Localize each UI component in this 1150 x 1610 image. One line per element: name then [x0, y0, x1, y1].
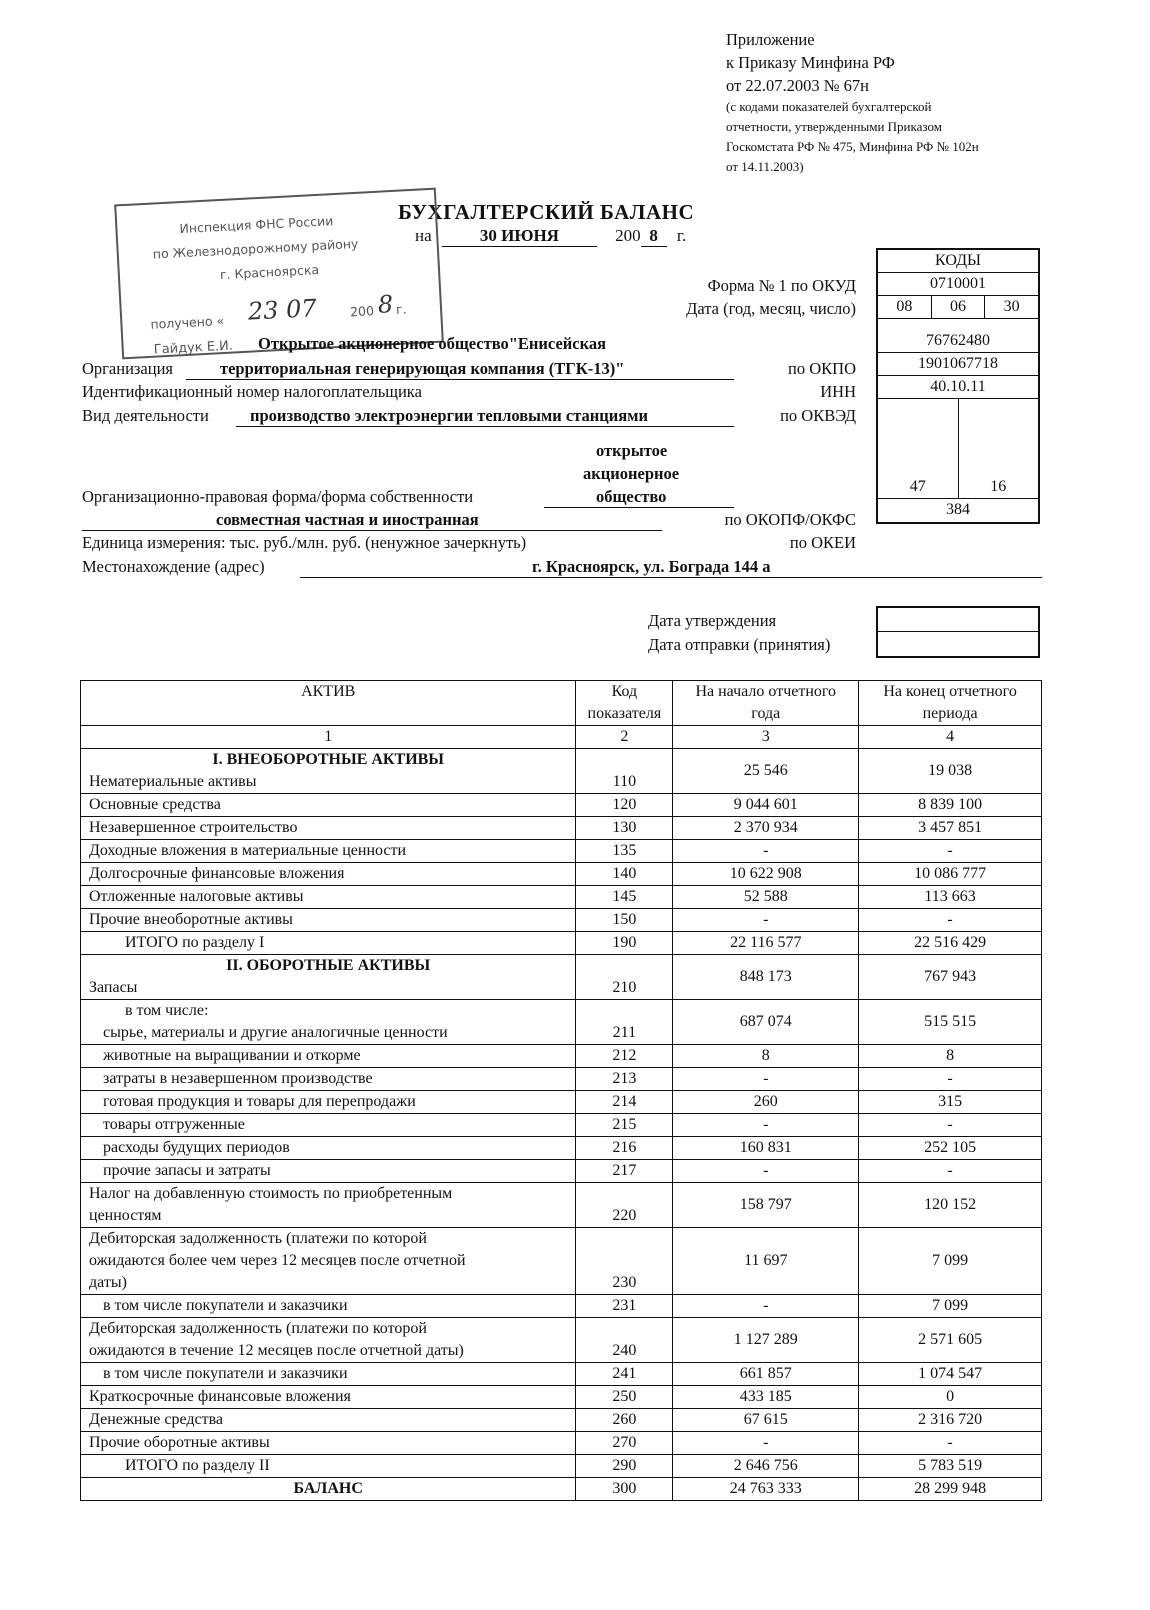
row-start: 67 615	[673, 1409, 859, 1432]
col-num: 2	[576, 726, 673, 749]
date-code-month: 06	[932, 296, 986, 318]
row-code: 145	[576, 886, 673, 909]
column-number-row	[81, 726, 1042, 749]
row-end: 1 074 547	[859, 1363, 1042, 1386]
activity-label: Вид деятельности	[82, 406, 209, 425]
row-label: ценностям	[89, 1207, 162, 1224]
row-code: 110	[576, 749, 673, 794]
okopf-code: 47	[878, 399, 959, 498]
row-code: 217	[576, 1160, 673, 1183]
table-row	[81, 794, 1042, 817]
row-end: 767 943	[859, 955, 1042, 1000]
row-end: 7 099	[859, 1295, 1042, 1318]
row-start: 11 697	[673, 1228, 859, 1295]
row-end: -	[859, 1068, 1042, 1091]
stamp-received-label: получено «	[150, 312, 225, 332]
row-code: 210	[576, 955, 673, 1000]
table-row	[81, 1114, 1042, 1137]
table-row	[81, 1228, 1042, 1295]
row-label: даты)	[89, 1274, 127, 1291]
table-row	[81, 1091, 1042, 1114]
row-code: 120	[576, 794, 673, 817]
stamp-line: Инспекция ФНС России	[179, 213, 334, 237]
row-code: 140	[576, 863, 673, 886]
table-row-total	[81, 1455, 1042, 1478]
org-name-line1: Открытое акционерное общество"Енисейская	[258, 334, 607, 353]
codes-header: КОДЫ	[878, 250, 1038, 273]
legal-form-label: Организационно-правовая форма/форма собственности	[82, 487, 474, 506]
row-start: 2 370 934	[673, 817, 859, 840]
table-row	[81, 1000, 1042, 1045]
activity-value: производство электроэнергии тепловыми станциями	[236, 406, 734, 427]
table-header-row	[81, 681, 1042, 726]
stamp-received-year: 200	[349, 303, 375, 320]
row-name: животные на выращивании и откорме	[81, 1045, 576, 1068]
approval-date-cell	[878, 608, 1038, 632]
stamp-received-year-digit: 8	[377, 290, 394, 319]
date-year-prefix: 200	[615, 226, 641, 245]
date-label: Дата (год, месяц, число)	[686, 299, 856, 318]
row-code: 214	[576, 1091, 673, 1114]
row-code: 290	[576, 1455, 673, 1478]
table-row	[81, 840, 1042, 863]
date-prefix: на	[415, 226, 432, 245]
appendix-note	[726, 28, 979, 177]
row-start: -	[673, 840, 859, 863]
row-end: 7 099	[859, 1228, 1042, 1295]
row-name: Отложенные налоговые активы	[81, 886, 576, 909]
row-name: Долгосрочные финансовые вложения	[81, 863, 576, 886]
row-name: прочие запасы и затраты	[81, 1160, 576, 1183]
okved-code: 40.10.11	[878, 376, 1038, 399]
row-name: Прочие оборотные активы	[81, 1432, 576, 1455]
stamp-signature: Гайдук Е.И.	[153, 338, 234, 358]
row-code: 230	[576, 1228, 673, 1295]
row-code: 130	[576, 817, 673, 840]
row-start: 661 857	[673, 1363, 859, 1386]
row-end: 19 038	[859, 749, 1042, 794]
row-label: сырье, материалы и другие аналогичные ценности	[103, 1024, 448, 1041]
row-start: 8	[673, 1045, 859, 1068]
date-day-month: 30 ИЮНЯ	[442, 226, 597, 247]
row-code: 212	[576, 1045, 673, 1068]
okpo-label: по ОКПО	[788, 359, 856, 378]
row-start: 433 185	[673, 1386, 859, 1409]
okei-label: по ОКЕИ	[789, 533, 856, 552]
row-label-pre: Дебиторская задолженность (платежи по которой	[89, 1230, 427, 1247]
row-start: 848 173	[673, 955, 859, 1000]
section-heading: I. ВНЕОБОРОТНЫЕ АКТИВЫ	[212, 751, 445, 768]
header-end: На конец отчетного периода	[859, 681, 1042, 726]
table-row	[81, 1183, 1042, 1228]
row-label: Нематериальные активы	[89, 773, 257, 790]
okpo-code: 76762480	[878, 319, 1038, 353]
org-name-line2: территориальная генерирующая компания (ТГК-13)"	[186, 359, 734, 380]
row-code: 215	[576, 1114, 673, 1137]
balance-table	[80, 680, 1042, 1501]
row-end: 113 663	[859, 886, 1042, 909]
row-name: Доходные вложения в материальные ценности	[81, 840, 576, 863]
row-start: 2 646 756	[673, 1455, 859, 1478]
row-code: 190	[576, 932, 673, 955]
row-name	[81, 1183, 576, 1228]
okved-label: по ОКВЭД	[780, 406, 856, 425]
stamp-received-date: 23 07	[247, 294, 318, 326]
appendix-line: к Приказу Минфина РФ	[726, 53, 895, 72]
table-row	[81, 909, 1042, 932]
row-start: 10 622 908	[673, 863, 859, 886]
table-row	[81, 1318, 1042, 1363]
row-start: 260	[673, 1091, 859, 1114]
row-start: 160 831	[673, 1137, 859, 1160]
row-end: 2 571 605	[859, 1318, 1042, 1363]
okfs-code: 16	[990, 478, 1007, 495]
row-code: 220	[576, 1183, 673, 1228]
appendix-line: от 22.07.2003 № 67н	[726, 76, 869, 95]
row-start: 158 797	[673, 1183, 859, 1228]
row-start: -	[673, 1068, 859, 1091]
col-num: 3	[673, 726, 859, 749]
row-name: в том числе покупатели и заказчики	[81, 1363, 576, 1386]
table-row	[81, 1409, 1042, 1432]
row-name: готовая продукция и товары для перепродажи	[81, 1091, 576, 1114]
legal-form-line2: акционерное	[583, 464, 680, 483]
address-label: Местонахождение (адрес)	[82, 557, 265, 576]
table-row	[81, 886, 1042, 909]
row-start: 24 763 333	[673, 1478, 859, 1501]
row-end: 28 299 948	[859, 1478, 1042, 1501]
header-asset: АКТИВ	[81, 681, 576, 726]
form-okud-label: Форма № 1 по ОКУД	[707, 276, 856, 295]
row-end: 2 316 720	[859, 1409, 1042, 1432]
row-end: 22 516 429	[859, 932, 1042, 955]
document-title: БУХГАЛТЕРСКИЙ БАЛАНС	[398, 200, 695, 224]
address-value: г. Красноярск, ул. Бограда 144 а	[300, 557, 1042, 578]
row-start: -	[673, 1114, 859, 1137]
row-name: Денежные средства	[81, 1409, 576, 1432]
row-name	[81, 955, 576, 1000]
section-heading: II. ОБОРОТНЫЕ АКТИВЫ	[226, 957, 431, 974]
row-name: затраты в незавершенном производстве	[81, 1068, 576, 1091]
ownership-value: совместная частная и иностранная	[82, 510, 662, 531]
row-name: расходы будущих периодов	[81, 1137, 576, 1160]
row-name: Краткосрочные финансовые вложения	[81, 1386, 576, 1409]
row-code: 216	[576, 1137, 673, 1160]
row-label-mid: ожидаются более чем через 12 месяцев после отчетной	[89, 1252, 466, 1269]
row-end: -	[859, 1432, 1042, 1455]
okei-code: 384	[946, 501, 970, 518]
row-name	[81, 749, 576, 794]
row-start: -	[673, 1160, 859, 1183]
row-start: -	[673, 1295, 859, 1318]
row-name: Прочие внеоборотные активы	[81, 909, 576, 932]
table-row	[81, 863, 1042, 886]
row-name	[81, 1000, 576, 1045]
row-label: Запасы	[89, 979, 138, 996]
date-year-digit: 8	[641, 226, 667, 247]
table-row	[81, 817, 1042, 840]
appendix-line: от 14.11.2003)	[726, 159, 804, 174]
row-code: 211	[576, 1000, 673, 1045]
approval-date-label: Дата утверждения	[648, 611, 777, 630]
appendix-line: Госкомстата РФ № 475, Минфина РФ № 102н	[726, 139, 979, 154]
stamp-line: г. Красноярска	[219, 261, 320, 283]
appendix-line: (с кодами показателей бухгалтерской	[726, 99, 932, 114]
table-row	[81, 1363, 1042, 1386]
row-code: 250	[576, 1386, 673, 1409]
appendix-line: Приложение	[726, 30, 815, 49]
row-name: БАЛАНС	[81, 1478, 576, 1501]
table-row	[81, 1295, 1042, 1318]
table-row-balance	[81, 1478, 1042, 1501]
row-end: 8 839 100	[859, 794, 1042, 817]
row-end: 515 515	[859, 1000, 1042, 1045]
row-end: 315	[859, 1091, 1042, 1114]
approval-dates-box	[876, 606, 1040, 658]
row-code: 231	[576, 1295, 673, 1318]
legal-form-line3: общество	[544, 487, 734, 508]
table-row	[81, 1045, 1042, 1068]
row-label: ожидаются в течение 12 месяцев после отчетной даты)	[89, 1342, 464, 1359]
row-start: 1 127 289	[673, 1318, 859, 1363]
row-end: 120 152	[859, 1183, 1042, 1228]
row-name: Основные средства	[81, 794, 576, 817]
date-code-day: 30	[1003, 298, 1020, 315]
table-row-total	[81, 932, 1042, 955]
row-start: -	[673, 1432, 859, 1455]
date-suffix: г.	[676, 226, 687, 245]
date-code-year: 08	[878, 296, 932, 318]
okopf-okfs-code	[878, 399, 1038, 499]
row-name: ИТОГО по разделу II	[81, 1455, 576, 1478]
inn-row-label: Идентификационный номер налогоплательщика	[82, 382, 422, 401]
header-code: Код показателя	[576, 681, 673, 726]
row-code: 150	[576, 909, 673, 932]
org-label: Организация	[82, 359, 174, 378]
header-start: На начало отчетного года	[673, 681, 859, 726]
okud-code: 0710001	[878, 273, 1038, 296]
row-start: 9 044 601	[673, 794, 859, 817]
row-name	[81, 1318, 576, 1363]
table-row	[81, 1432, 1042, 1455]
table-row	[81, 955, 1042, 1000]
row-end: -	[859, 1114, 1042, 1137]
row-end: -	[859, 1160, 1042, 1183]
legal-form-line1: открытое	[596, 441, 668, 460]
stamp-line: по Железнодорожному району	[152, 235, 359, 262]
inn-label: ИНН	[820, 382, 856, 401]
row-start: 25 546	[673, 749, 859, 794]
row-start: 22 116 577	[673, 932, 859, 955]
row-end: -	[859, 840, 1042, 863]
row-code: 241	[576, 1363, 673, 1386]
row-name: товары отгруженные	[81, 1114, 576, 1137]
row-name: ИТОГО по разделу I	[81, 932, 576, 955]
col-num: 1	[81, 726, 576, 749]
row-label-pre: Дебиторская задолженность (платежи по которой	[89, 1320, 427, 1337]
okopf-label: по ОКОПФ/ОКФС	[724, 510, 856, 529]
row-name: в том числе покупатели и заказчики	[81, 1295, 576, 1318]
row-start: 52 588	[673, 886, 859, 909]
codes-box	[876, 248, 1040, 524]
row-end: 3 457 851	[859, 817, 1042, 840]
row-end: 252 105	[859, 1137, 1042, 1160]
row-end: -	[859, 909, 1042, 932]
table-row	[81, 1137, 1042, 1160]
row-code: 213	[576, 1068, 673, 1091]
row-end: 8	[859, 1045, 1042, 1068]
row-start: 687 074	[673, 1000, 859, 1045]
row-start: -	[673, 909, 859, 932]
row-code: 135	[576, 840, 673, 863]
table-row	[81, 1386, 1042, 1409]
report-date	[415, 226, 686, 247]
stamp-received-suffix: г.	[395, 301, 407, 317]
row-name	[81, 1228, 576, 1295]
table-row	[81, 749, 1042, 794]
appendix-line: отчетности, утвержденными Приказом	[726, 119, 942, 134]
row-code: 270	[576, 1432, 673, 1455]
inn-code: 1901067718	[878, 353, 1038, 376]
row-name: Незавершенное строительство	[81, 817, 576, 840]
send-date-label: Дата отправки (принятия)	[648, 635, 831, 654]
unit-label: Единица измерения: тыс. руб./млн. руб. (ненужное зачеркнуть)	[82, 533, 527, 552]
row-code: 260	[576, 1409, 673, 1432]
row-end: 5 783 519	[859, 1455, 1042, 1478]
row-end: 10 086 777	[859, 863, 1042, 886]
table-row	[81, 1068, 1042, 1091]
row-end: 0	[859, 1386, 1042, 1409]
row-code: 240	[576, 1318, 673, 1363]
col-num: 4	[859, 726, 1042, 749]
row-code: 300	[576, 1478, 673, 1501]
row-label-pre: в том числе:	[125, 1002, 209, 1019]
table-row	[81, 1160, 1042, 1183]
date-code	[878, 296, 1038, 319]
row-label-pre: Налог на добавленную стоимость по приобретенным	[89, 1185, 453, 1202]
